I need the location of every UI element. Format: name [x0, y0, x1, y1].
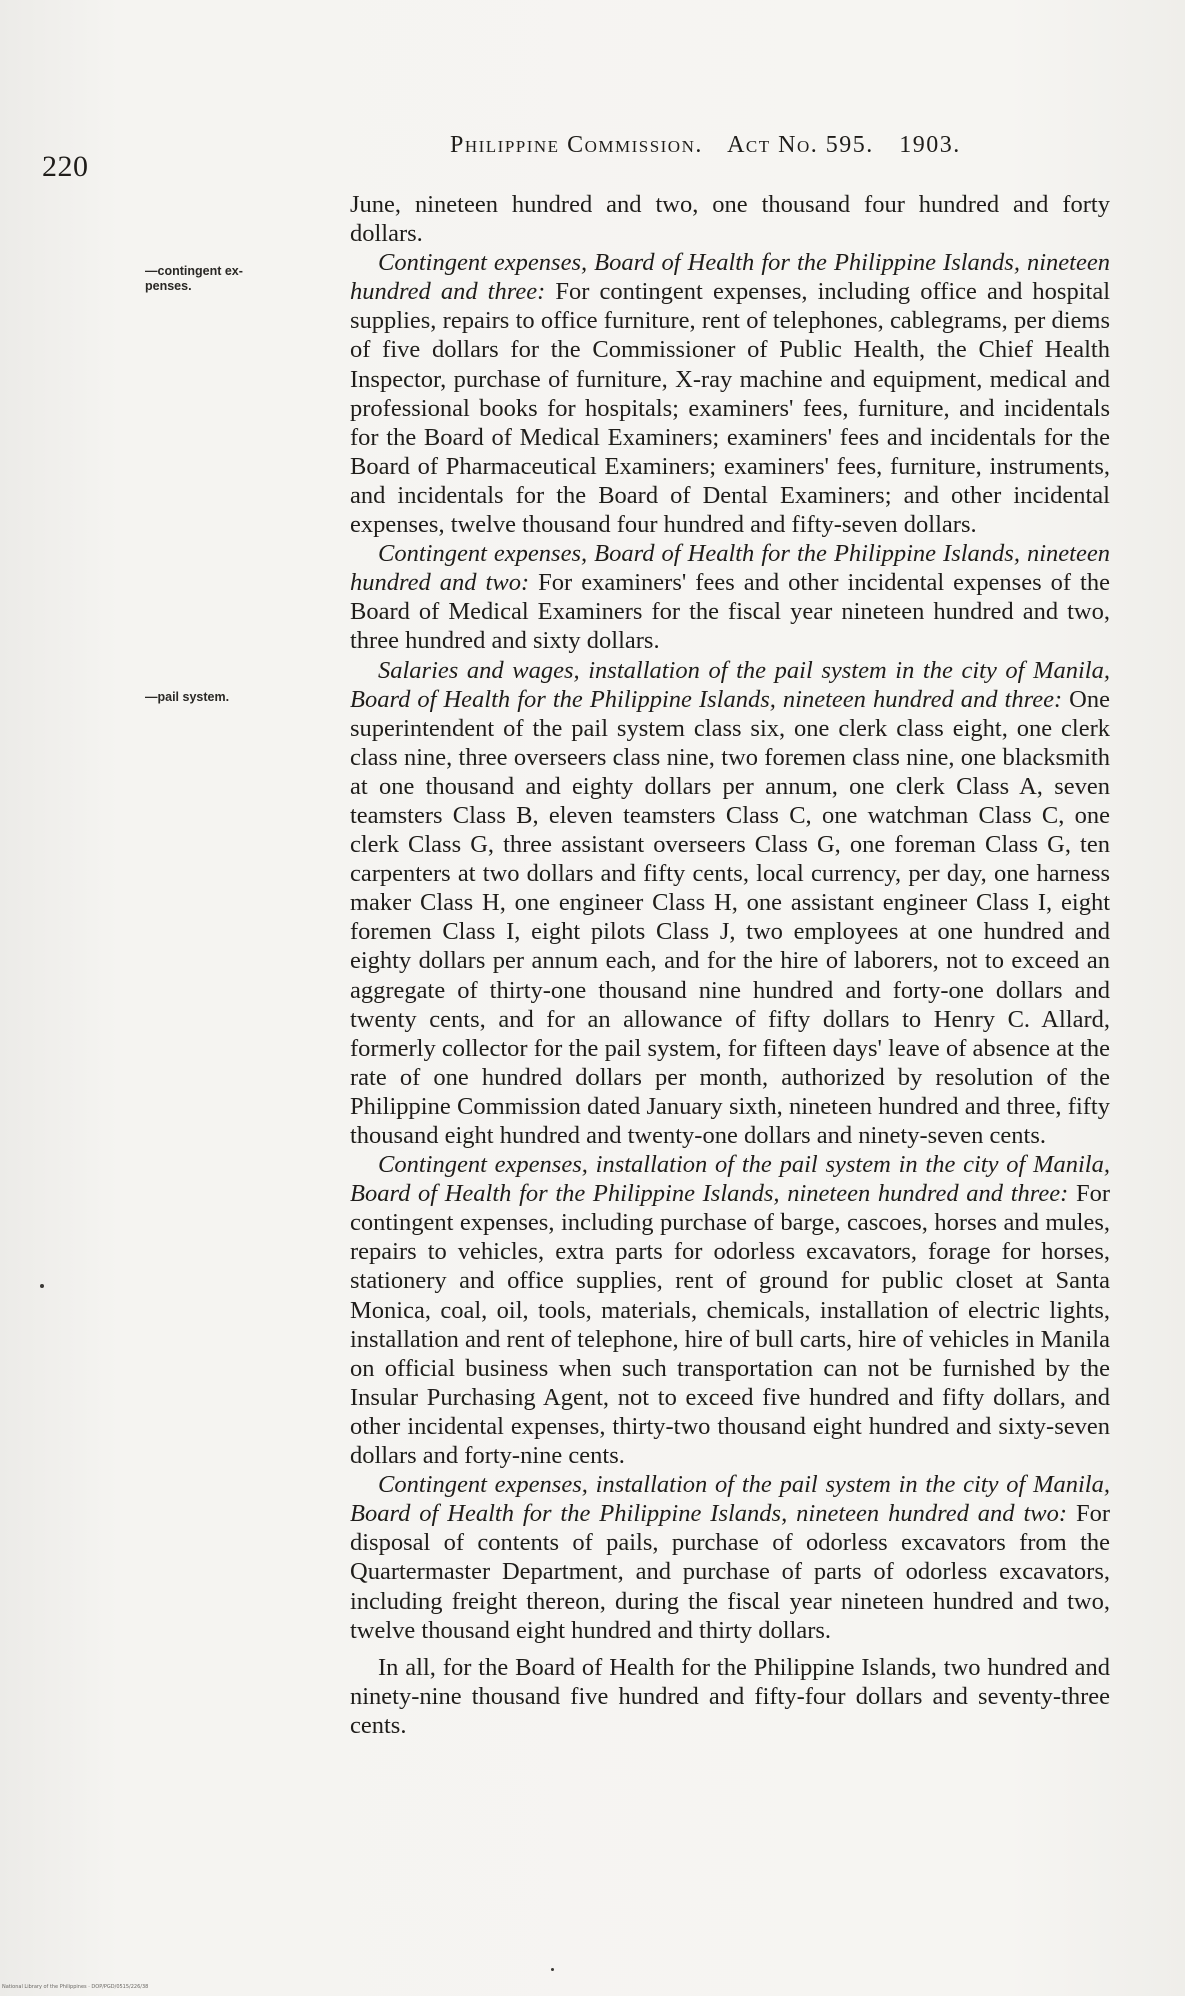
running-head — [450, 132, 979, 159]
paragraph-total: In all, for the Board of Health for the Philippine Islands, two hundred and ninety-nine thousand five hundred and fifty-four dollars and seventy-three cents. — [350, 1653, 1110, 1739]
paragraph-contingent-1903 — [350, 248, 1110, 539]
paragraph-body: One superintendent of the pail system class six, one clerk class eight, one clerk class nine, three overseers class nine, two foremen class nine, one blacksmith at one thousand and eighty dollars per annum, one clerk Class A, seven teamsters Class B, eleven teamsters Class C, one watchman Class C, one clerk Class G, three assistant overseers Class G, one foreman Class G, ten carpenters at two dollars and fifty cents, local currency, per day, one harness maker Class H, one engineer Class H, one assistant engineer Class I, eight foremen Class I, eight pilots Class J, two employees at one hundred and eighty dollars per annum each, and for the hire of laborers, not to exceed an aggregate of thirty-one thousand nine hundred and forty-one dollars and twenty cents, and for an allowance of fifty dollars to Henry C. Allard, formerly collector for the pail system, for fifteen days' leave of absence at the rate of one hundred dollars per month, authorized by resolution of the Philippine Commission dated January sixth, nineteen hundred and three, fifty thousand eight hundred and twenty-one dollars and ninety-seven cents. — [350, 685, 1110, 1149]
paragraph-contingent-1902 — [350, 539, 1110, 655]
paragraph-body: For examiners' fees and other incidental expenses of the Board of Medical Examiners for the fiscal year nineteen hundred and two, three hundred and sixty dollars. — [350, 569, 1110, 655]
paragraph-pail-contingent-1902 — [350, 1470, 1110, 1645]
paragraph-pail-salaries — [350, 656, 1110, 1151]
running-head-publication: Philippine Commission. — [450, 132, 703, 158]
paragraph-heading: Salaries and wages, installation of the pail system in the city of Manila, Board of Health for the Philippine Islands, nineteen hundred and three: — [350, 656, 1110, 713]
paragraph-heading: Contingent expenses, Board of Health for the Philippine Islands, nineteen hundred and two: — [350, 540, 1110, 597]
paragraph-heading: Contingent expenses, installation of the pail system in the city of Manila, Board of Health for the Philippine Islands, nineteen hundred and two: — [350, 1471, 1110, 1528]
scan-speck — [40, 1284, 44, 1288]
scan-credit: National Library of the Philippines · DOP/PGD/0515/226/38 — [2, 1984, 149, 1990]
page-number: 220 — [42, 150, 89, 183]
paragraph-body: For contingent expenses, including office and hospital supplies, repairs to office furniture, rent of telephones, cablegrams, per diems of five dollars for the Commissioner of Public Health, the Chief Health Inspector, purchase of furniture, X-ray machine and equipment, medical and professional books for hospitals; examiners' fees, furniture, and incidentals for the Board of Medical Examiners; examiners' fees and incidentals for the Board of Pharmaceutical Examiners; examiners' fees, furniture, instruments, and incidentals for the Board of Dental Examiners; and other incidental expenses, twelve thousand four hundred and fifty-seven dollars. — [350, 278, 1110, 539]
margin-note-contingent-expenses: —contingent ex- penses. — [145, 264, 243, 293]
paragraph-body: For disposal of contents of pails, purchase of odorless excavators from the Quartermaster Department, and purchase of parts of odorless excavators, including freight thereon, during the fiscal year nineteen hundred and two, twelve thousand eight hundred and thirty dollars. — [350, 1500, 1110, 1644]
margin-note-pail-system: —pail system. — [145, 690, 230, 704]
paragraph-heading: Contingent expenses, Board of Health for the Philippine Islands, nineteen hundred and three: — [350, 249, 1110, 306]
scan-speck — [551, 1968, 554, 1971]
paragraph-body: For contingent expenses, including purchase of barge, cascoes, horses and mules, repairs to vehicles, extra parts for odorless excavators, forage for horses, stationery and office supplies, rent of ground for public closet at Santa Monica, coal, oil, tools, materials, chemicals, installation of electric lights, installation and rent of telephone, hire of bull carts, hire of vehicles in Manila on official business when such transportation can not be furnished by the Insular Purchasing Agent, not to exceed five hundred and fifty dollars, and other incidental expenses, thirty-two thousand eight hundred and sixty-seven dollars and forty-nine cents. — [350, 1180, 1110, 1470]
paragraph-continuation: June, nineteen hundred and two, one thousand four hundred and forty dollars. — [350, 191, 1110, 248]
paragraph-heading: Contingent expenses, installation of the pail system in the city of Manila, Board of Health for the Philippine Islands, nineteen hundred and three: — [350, 1151, 1110, 1208]
body-text — [350, 190, 1110, 1740]
running-head-act: Act No. 595. — [727, 132, 874, 158]
paragraph-pail-contingent-1903 — [350, 1150, 1110, 1470]
running-head-year: 1903. — [899, 132, 961, 158]
